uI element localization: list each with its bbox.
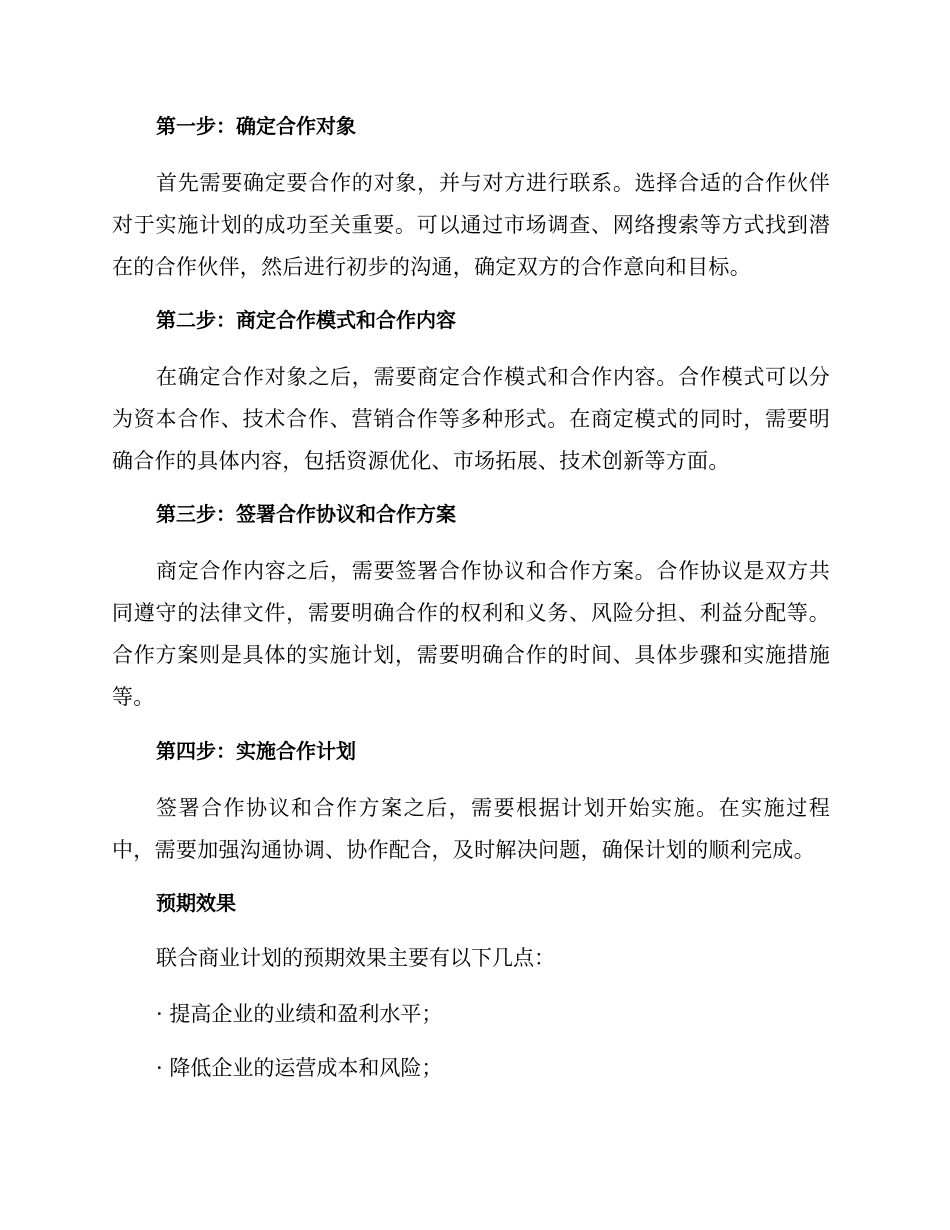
effects-intro: 联合商业计划的预期效果主要有以下几点： xyxy=(156,946,555,970)
section-body-step-4: 签署合作协议和合作方案之后，需要根据计划开始实施。在实施过程中，需要加强沟通协调、协作配合，及时解决问题，确保计划的顺利完成。 xyxy=(112,796,830,862)
section-heading-step-4: 第四步：实施合作计划 xyxy=(156,739,356,763)
section-body-step-1: 首先需要确定要合作的对象，并与对方进行联系。选择合适的合作伙伴对于实施计划的成功至关重要。可以通过市场调查、网络搜索等方式找到潜在的合作伙伴，然后进行初步的沟通，确定双方的合作意向和目标。 xyxy=(112,171,830,279)
section-heading-step-2: 第二步：商定合作模式和合作内容 xyxy=(156,308,456,332)
effects-bullet-1: · 提高企业的业绩和盈利水平； xyxy=(156,1002,443,1026)
section-body-step-2: 在确定合作对象之后，需要商定合作模式和合作内容。合作模式可以分为资本合作、技术合作、营销合作等多种形式。在商定模式的同时，需要明确合作的具体内容，包括资源优化、市场拓展、技术创新等方面。 xyxy=(112,365,830,473)
section-body-step-3: 商定合作内容之后，需要签署合作协议和合作方案。合作协议是双方共同遵守的法律文件，需要明确合作的权利和义务、风险分担、利益分配等。合作方案则是具体的实施计划，需要明确合作的时间、具体步骤和实施措施等。 xyxy=(112,559,830,709)
section-heading-step-1: 第一步：确定合作对象 xyxy=(156,114,356,138)
section-heading-step-3: 第三步：签署合作协议和合作方案 xyxy=(156,502,456,526)
effects-heading: 预期效果 xyxy=(156,891,236,915)
effects-bullet-2: · 降低企业的运营成本和风险； xyxy=(156,1056,443,1080)
